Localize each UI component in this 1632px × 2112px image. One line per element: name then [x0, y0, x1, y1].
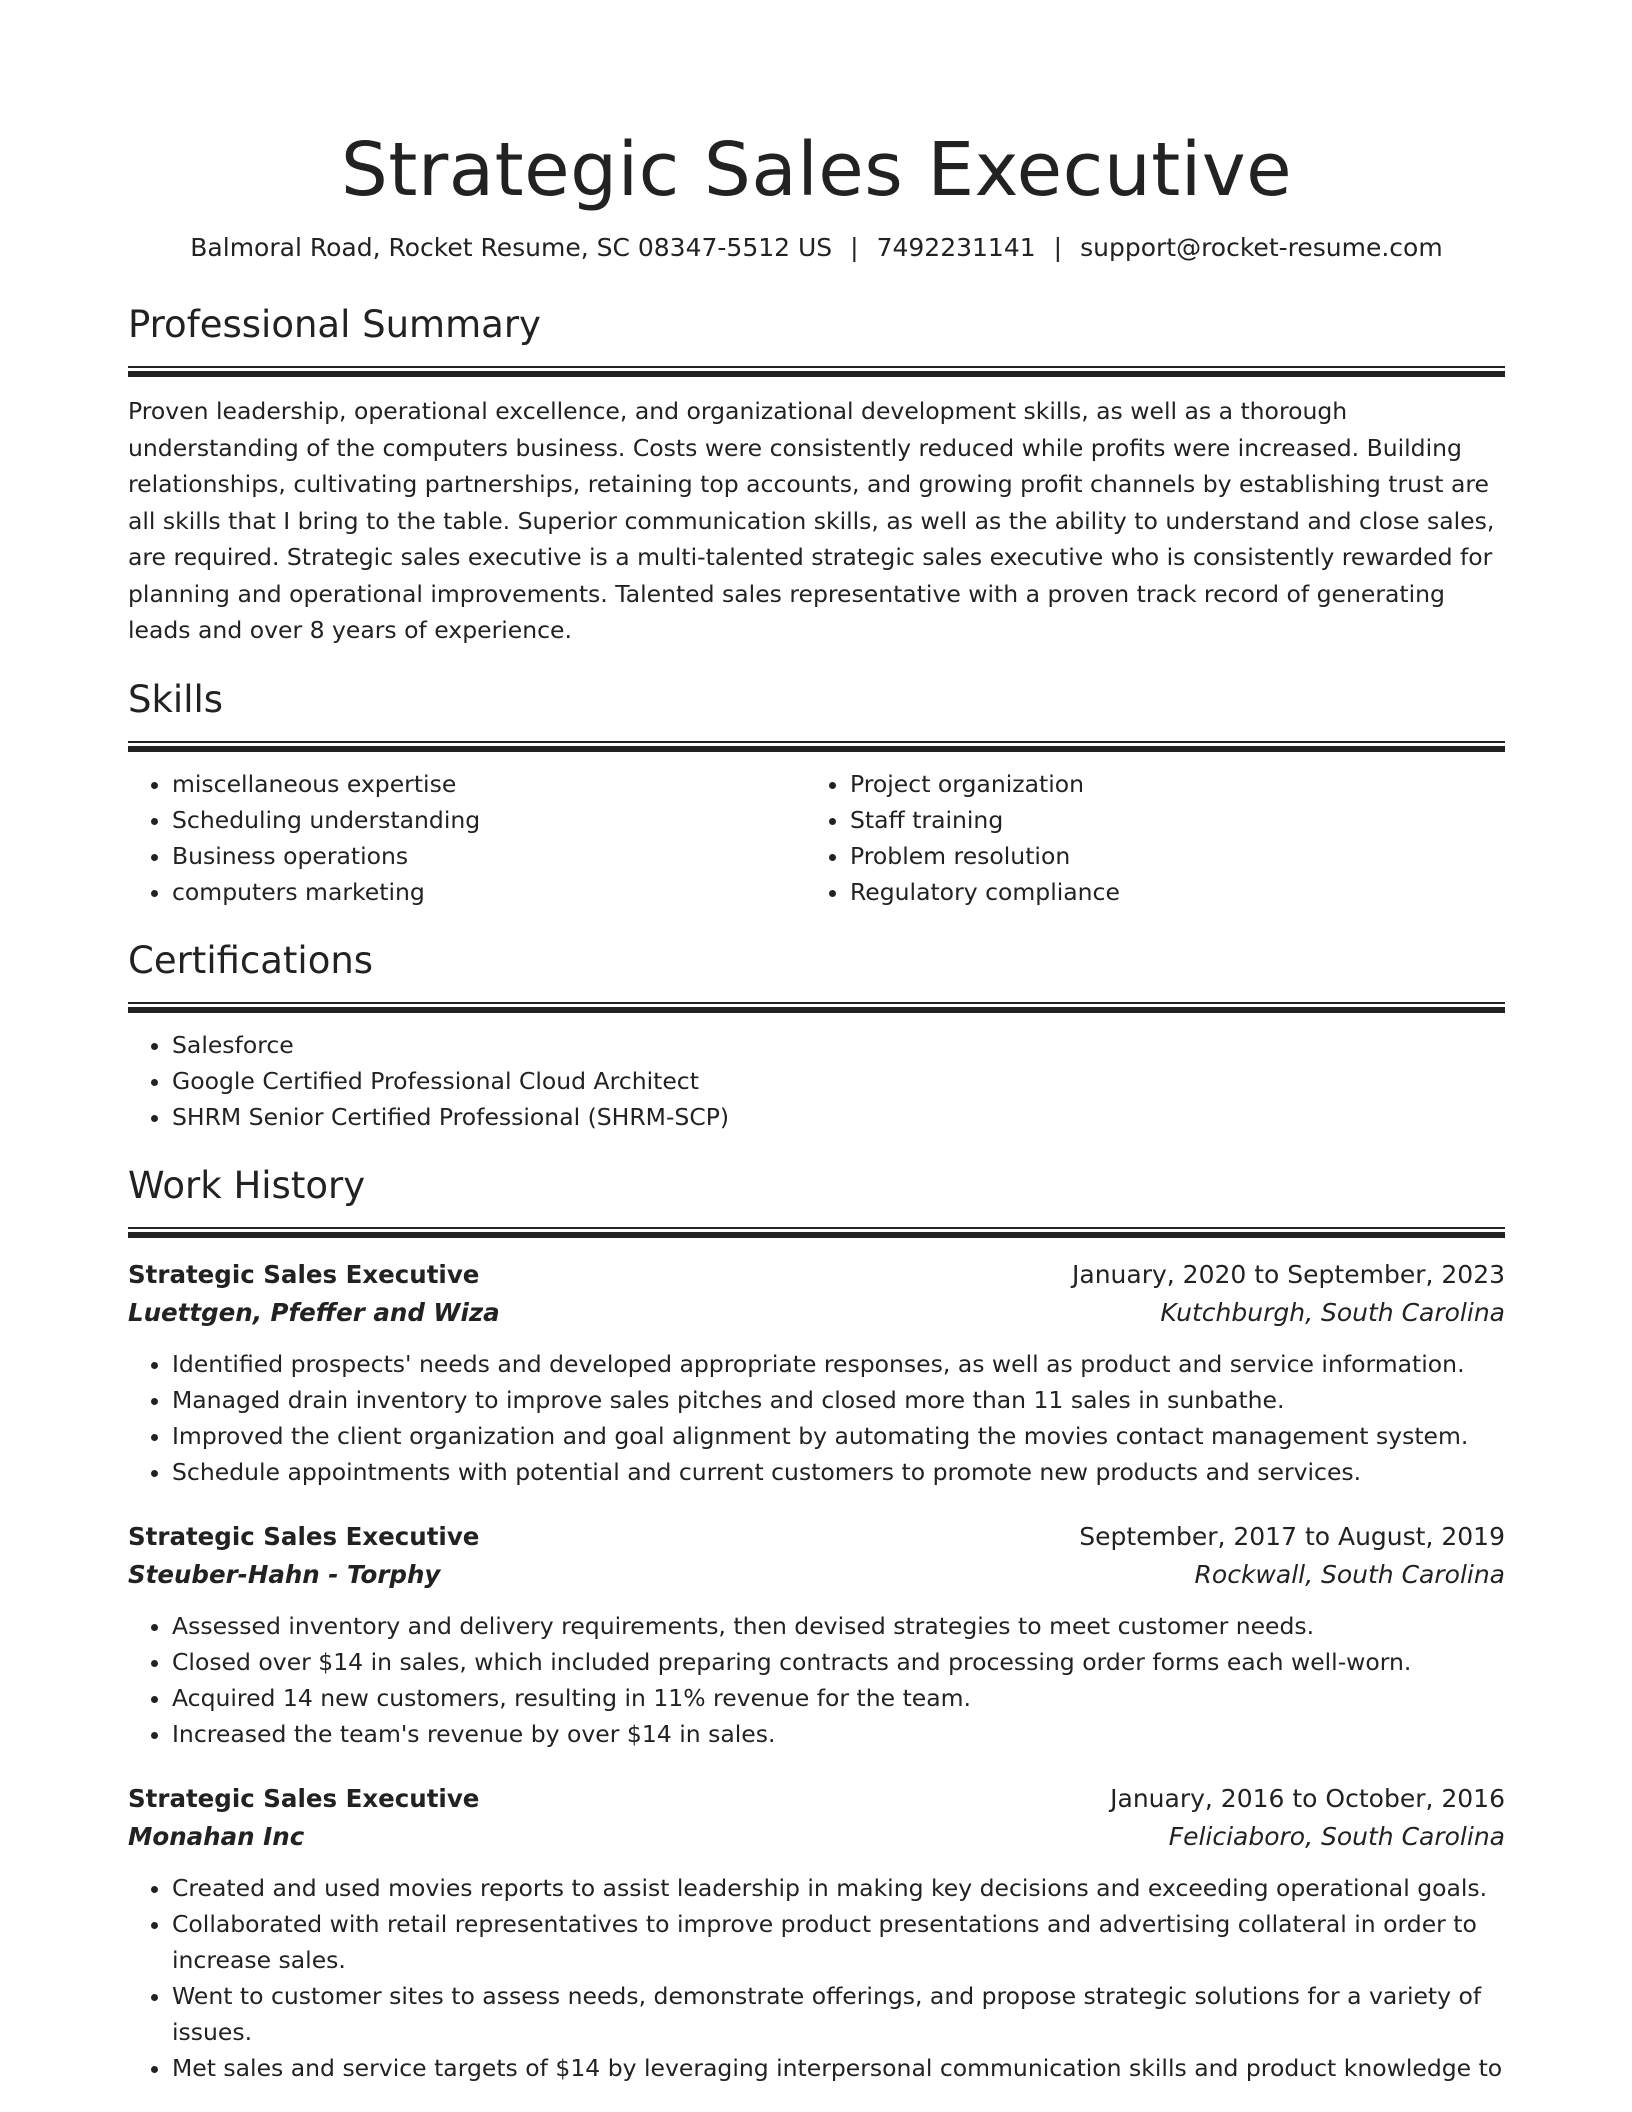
job-location: Kutchburgh, South Carolina [1160, 1297, 1505, 1327]
skills-column-right [806, 766, 1484, 910]
contact-email: support@rocket-resume.com [1080, 233, 1443, 262]
section-divider [128, 1002, 1505, 1013]
certifications-section [128, 938, 1505, 1135]
job-entry [128, 1256, 1505, 1490]
skill-item: • Problem resolution [850, 838, 1484, 874]
job-bullets [128, 1346, 1505, 1490]
contact-separator: | [1053, 233, 1063, 262]
section-title-work-history: Work History [128, 1163, 366, 1207]
skills-section [128, 677, 1505, 910]
job-title: Strategic Sales Executive [128, 1783, 480, 1813]
job-entry [128, 1518, 1505, 1752]
job-subheader-row [128, 1556, 1505, 1594]
section-title-certifications: Certifications [128, 938, 374, 982]
skill-item: • Scheduling understanding [172, 802, 806, 838]
job-bullet: • Managed drain inventory to improve sales pitches and closed more than 11 sales in sunbathe. [172, 1382, 1505, 1418]
section-divider [128, 366, 1505, 377]
contact-address: Balmoral Road, Rocket Resume, SC 08347-5512 US [190, 233, 833, 262]
job-dates: January, 2016 to October, 2016 [1110, 1783, 1505, 1813]
contact-line [128, 230, 1505, 266]
section-divider [128, 741, 1505, 752]
skills-column-left [128, 766, 806, 910]
resume-name: Strategic Sales Executive [340, 127, 1293, 213]
section-title-summary: Professional Summary [128, 303, 541, 346]
skills-list-right [806, 766, 1484, 910]
job-header-row [128, 1256, 1505, 1294]
job-header-row [128, 1780, 1505, 1818]
job-title: Strategic Sales Executive [128, 1259, 480, 1289]
skill-item: • Regulatory compliance [850, 874, 1484, 910]
job-entry [128, 1780, 1505, 2086]
section-divider [128, 1227, 1505, 1238]
contact-separator: | [850, 233, 859, 262]
job-company: Monahan Inc [128, 1821, 305, 1851]
job-company: Luettgen, Pfeffer and Wiza [128, 1297, 500, 1327]
certification-item: • Salesforce [172, 1027, 1505, 1063]
job-dates: January, 2020 to September, 2023 [1072, 1259, 1505, 1289]
job-company: Steuber-Hahn - Torphy [128, 1559, 441, 1589]
job-bullet: • Schedule appointments with potential and current customers to promote new products and services. [172, 1454, 1505, 1490]
job-bullet: • Met sales and service targets of $14 by leveraging interpersonal communication skills and product knowledge to [172, 2050, 1505, 2086]
skill-item: • computers marketing [172, 874, 806, 910]
work-history-section [128, 1163, 1505, 2086]
skill-item: • miscellaneous expertise [172, 766, 806, 802]
certification-item: • SHRM Senior Certified Professional (SHRM-SCP) [172, 1099, 1505, 1135]
summary-section [128, 302, 1505, 649]
job-dates: September, 2017 to August, 2019 [1079, 1521, 1505, 1551]
job-title: Strategic Sales Executive [128, 1521, 480, 1551]
job-header-row [128, 1518, 1505, 1556]
job-bullets [128, 1608, 1505, 1752]
job-subheader-row [128, 1818, 1505, 1856]
skill-item: • Staff training [850, 802, 1484, 838]
job-subheader-row [128, 1294, 1505, 1332]
job-bullet: • Closed over $14 in sales, which included preparing contracts and processing order forms each well-worn. [172, 1644, 1505, 1680]
job-bullet: • Collaborated with retail representatives to improve product presentations and advertising collateral in order to increase sales. [172, 1906, 1505, 1978]
resume-page [128, 0, 1505, 2086]
contact-phone: 7492231141 [876, 233, 1036, 262]
job-location: Feliciaboro, South Carolina [1168, 1821, 1505, 1851]
skill-item: • Project organization [850, 766, 1484, 802]
certification-item: • Google Certified Professional Cloud Architect [172, 1063, 1505, 1099]
job-bullet: • Went to customer sites to assess needs, demonstrate offerings, and propose strategic solutions for a variety of issues. [172, 1978, 1505, 2050]
section-title-skills: Skills [128, 677, 224, 721]
job-bullet: • Increased the team's revenue by over $14 in sales. [172, 1716, 1505, 1752]
job-bullet: • Created and used movies reports to assist leadership in making key decisions and exceeding operational goals. [172, 1870, 1505, 1906]
job-bullet: • Assessed inventory and delivery requirements, then devised strategies to meet customer needs. [172, 1608, 1505, 1644]
job-location: Rockwall, South Carolina [1194, 1559, 1505, 1589]
summary-text: Proven leadership, operational excellence, and organizational development skills, as well as a thorough understanding of the computers business. Costs were consistently reduced while profits were increased. Building relationships, cultivating partnerships, retaining top accounts, and growing profit channels by establishing trust are all skills that I bring to the table. Superior communication skills, as well as the ability to understand and close sales, are required. Strategic sales executive is a multi-talented strategic sales executive who is consistently rewarded for planning and operational improvements. Talented sales representative with a proven track record of generating leads and over 8 years of experience. [128, 397, 1495, 644]
skill-item: • Business operations [172, 838, 806, 874]
job-bullet: • Identified prospects' needs and developed appropriate responses, as well as product and service information. [172, 1346, 1505, 1382]
skills-list-left [128, 766, 806, 910]
job-bullet: • Acquired 14 new customers, resulting in 11% revenue for the team. [172, 1680, 1505, 1716]
job-bullets [128, 1870, 1505, 2086]
certifications-list [128, 1027, 1505, 1135]
job-bullet: • Improved the client organization and goal alignment by automating the movies contact management system. [172, 1418, 1505, 1454]
skills-grid [128, 766, 1505, 910]
